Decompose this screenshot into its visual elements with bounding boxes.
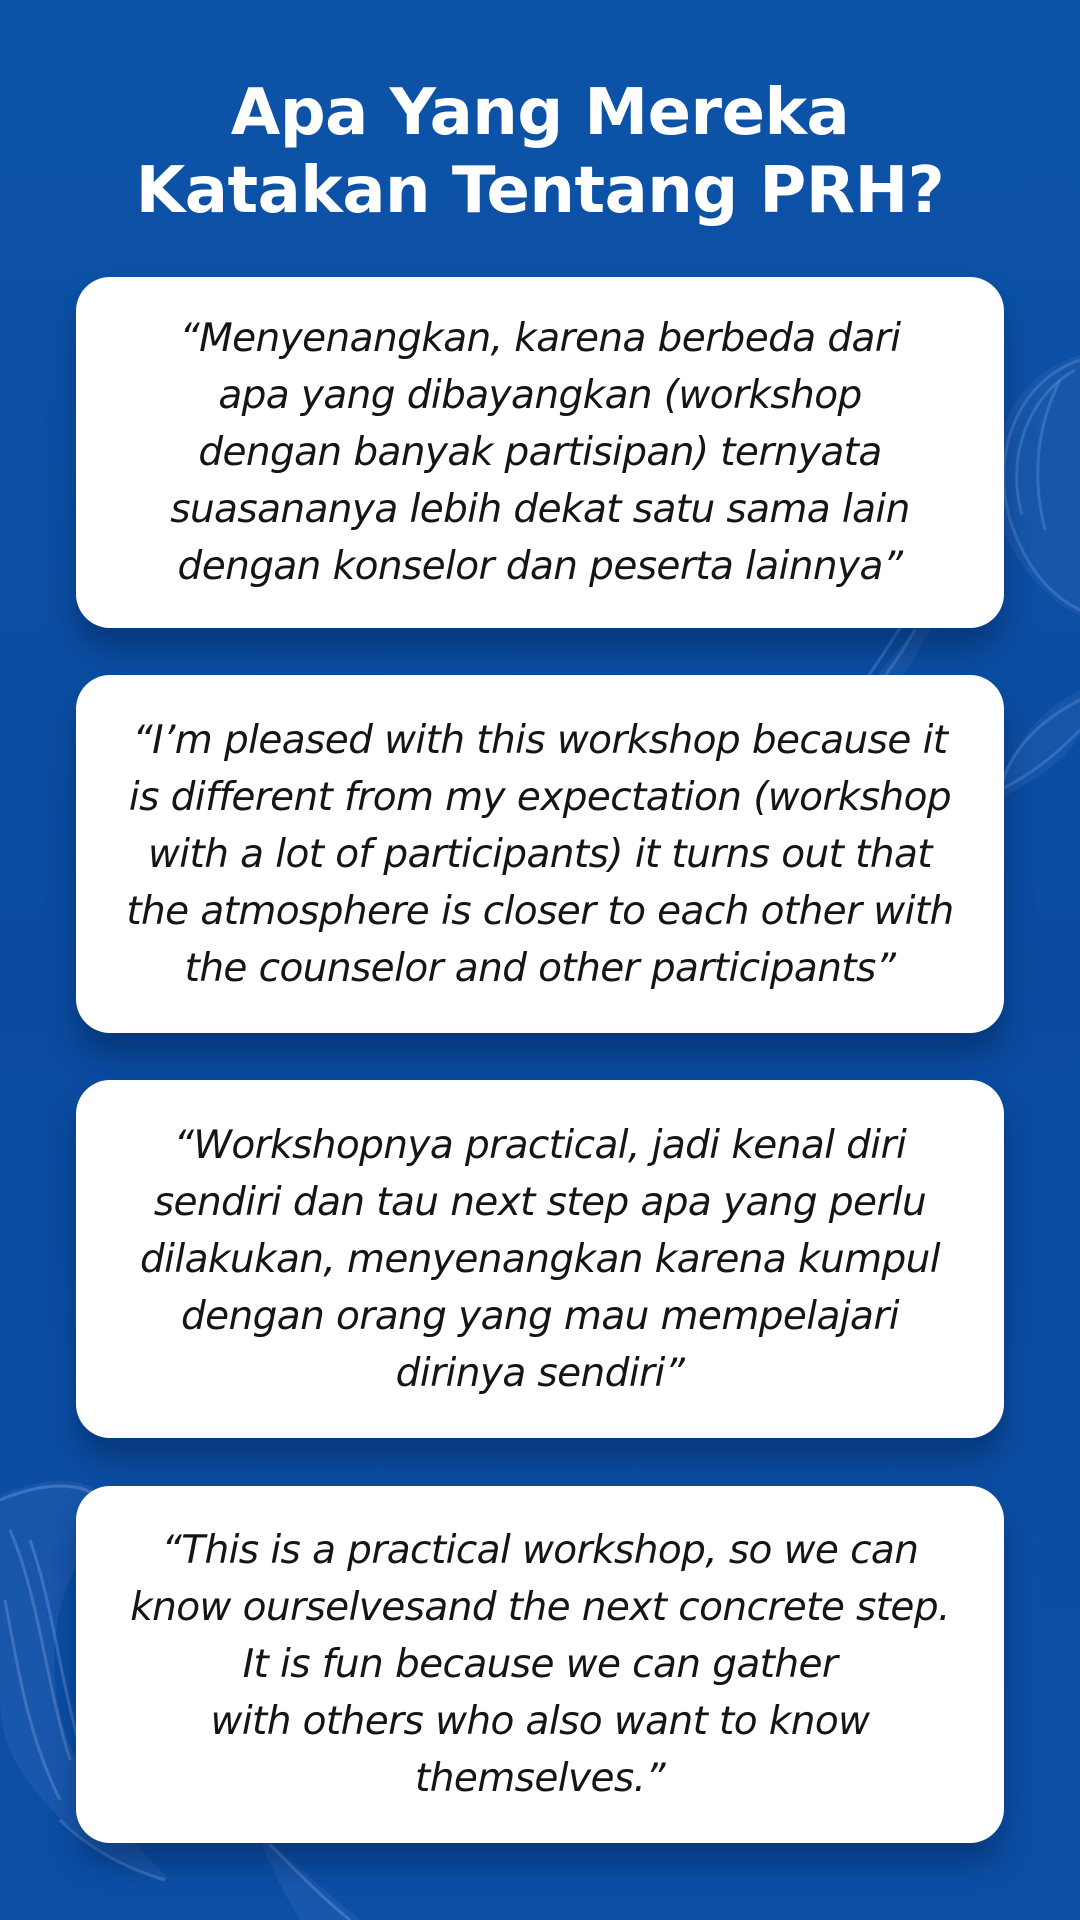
- testimonial-quote: [126, 712, 953, 997]
- testimonial-line: themselves.”: [415, 1756, 665, 1801]
- testimonial-line: “Workshopnya practical, jadi kenal diri: [173, 1122, 907, 1168]
- testimonial-line: dengan orang yang mau mempelajari: [180, 1293, 900, 1339]
- testimonial-line: with others who also want to know: [210, 1699, 870, 1744]
- page-title: [0, 74, 1080, 230]
- testimonial-quote: [170, 310, 910, 595]
- testimonial-line: dengan konselor dan peserta lainnya”: [177, 544, 903, 589]
- page-title-line-2: Katakan Tentang PRH?: [135, 154, 945, 228]
- testimonial-quote: [140, 1117, 940, 1402]
- testimonial-line: know ourselvesand the next concrete step.: [130, 1585, 950, 1630]
- testimonial-line: “Menyenangkan, karena berbeda dari: [179, 316, 901, 361]
- testimonial-card-2: [76, 675, 1004, 1033]
- testimonial-line: the atmosphere is closer to each other with: [126, 888, 954, 934]
- testimonial-line: apa yang dibayangkan (workshop: [218, 373, 862, 418]
- testimonial-line: dilakukan, menyenangkan karena kumpul: [139, 1236, 941, 1282]
- testimonial-line: the counselor and other participants”: [184, 945, 896, 991]
- testimonial-card-4: [76, 1486, 1004, 1843]
- page-title-line-1: Apa Yang Mereka: [230, 76, 850, 150]
- testimonial-line: “This is a practical workshop, so we can: [161, 1528, 919, 1573]
- testimonial-line: sendiri dan tau next step apa yang perlu: [153, 1179, 927, 1225]
- testimonial-card-1: [76, 277, 1004, 628]
- testimonial-line: suasananya lebih dekat satu sama lain: [170, 487, 910, 532]
- testimonial-line: dirinya sendiri”: [395, 1350, 685, 1396]
- testimonial-line: “I’m pleased with this workshop because it: [132, 717, 948, 763]
- testimonial-line: with a lot of participants) it turns out that: [148, 831, 932, 877]
- testimonial-card-3: [76, 1080, 1004, 1438]
- testimonial-line: is different from my expectation (workshop: [128, 774, 952, 820]
- testimonial-quote: [130, 1522, 950, 1807]
- testimonial-line: It is fun because we can gather: [242, 1642, 838, 1687]
- testimonial-line: dengan banyak partisipan) ternyata: [198, 430, 882, 475]
